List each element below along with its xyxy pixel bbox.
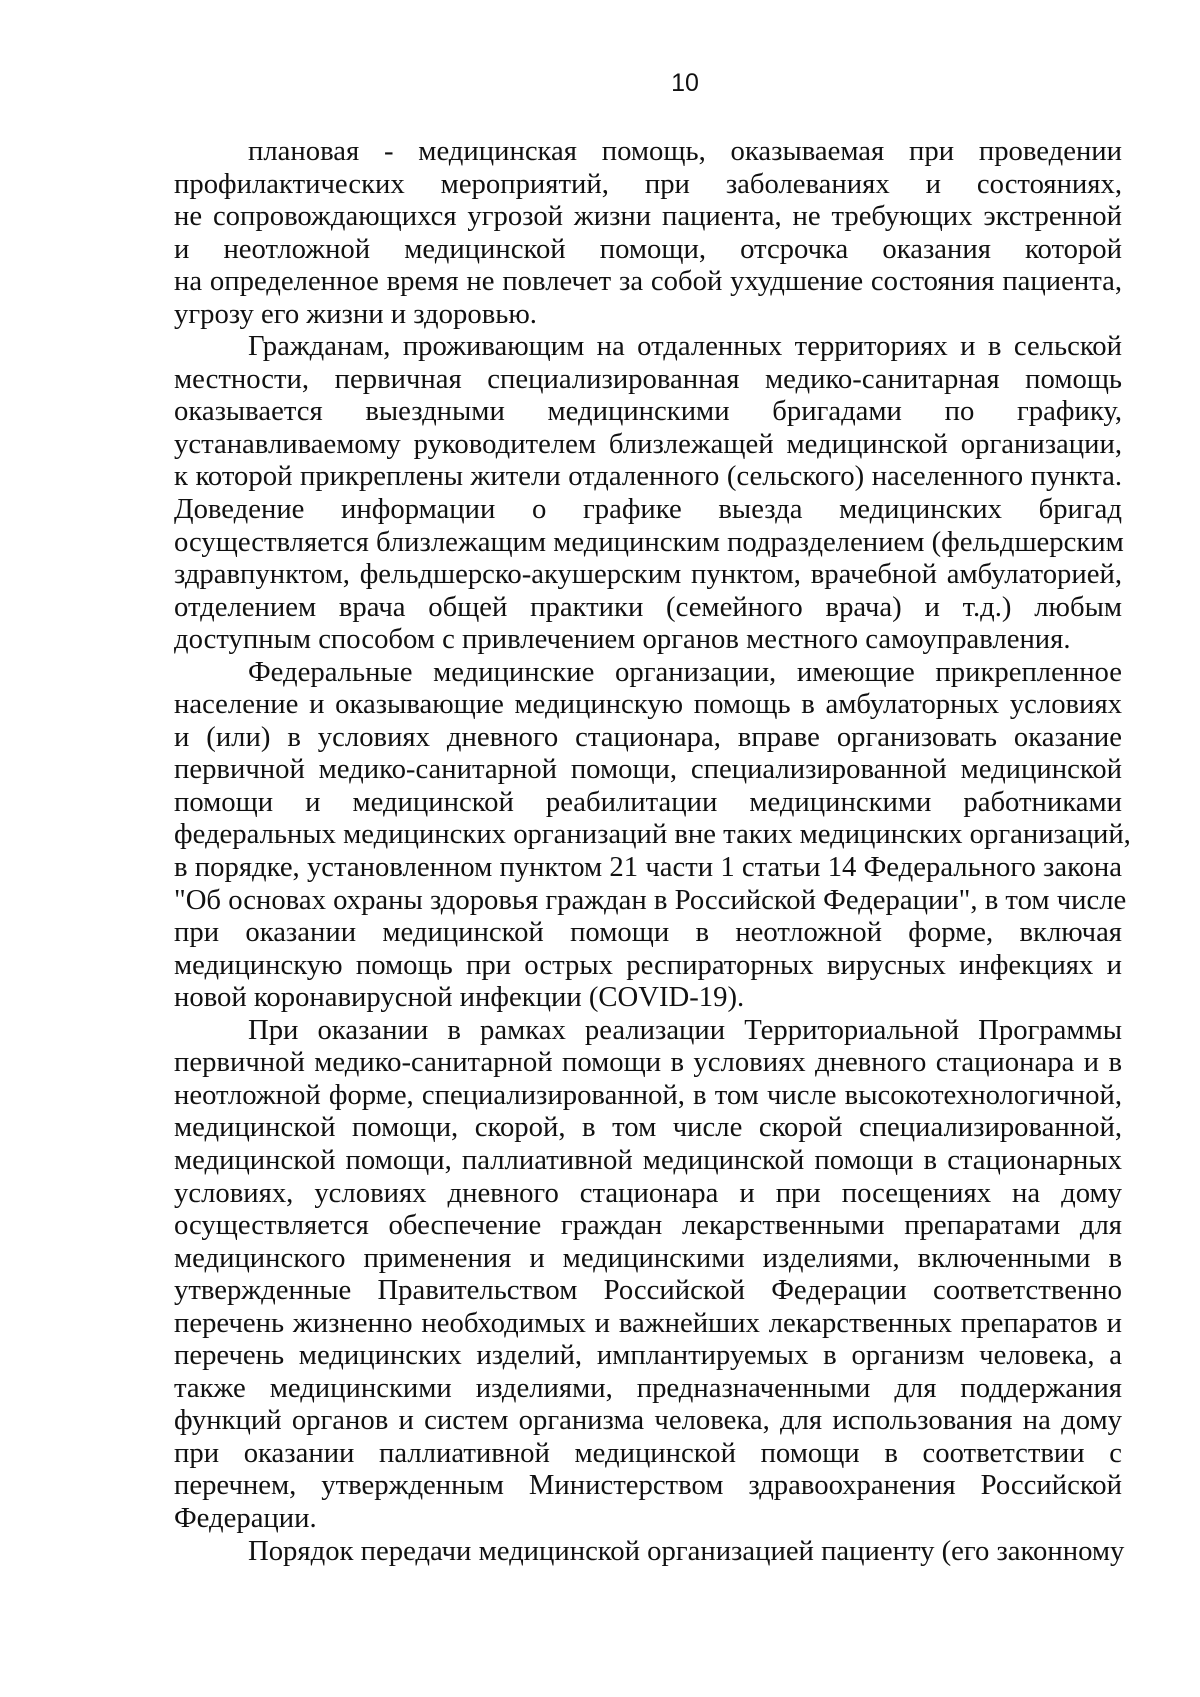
- text-line: медицинскую помощь при острых респираторных вирусных инфекциях и: [174, 948, 1122, 981]
- text-line: местности, первичная специализированная медико-санитарная помощь: [174, 362, 1122, 395]
- document-body: [174, 135, 1131, 1567]
- text-line: доступным способом с привлечением органов местного самоуправления.: [174, 623, 1071, 656]
- text-line: при оказании медицинской помощи в неотложной форме, включая: [174, 916, 1122, 949]
- text-line: устанавливаемому руководителем близлежащей медицинской организации,: [174, 427, 1122, 460]
- text-line: условиях, условиях дневного стационара и при посещениях на дому: [174, 1176, 1122, 1209]
- paragraph: [174, 135, 1122, 330]
- text-line: помощи и медицинской реабилитации медицинскими работниками: [174, 785, 1122, 818]
- text-line: первичной медико-санитарной помощи, специализированной медицинской: [174, 753, 1122, 786]
- text-line: "Об основах охраны здоровья граждан в Российской Федерации", в том числе: [174, 883, 1127, 916]
- text-line: на определенное время не повлечет за собой ухудшение состояния пациента,: [174, 265, 1122, 298]
- text-line: неотложной форме, специализированной, в том числе высокотехнологичной,: [174, 1078, 1122, 1111]
- text-line: плановая - медицинская помощь, оказываемая при проведении: [248, 135, 1122, 167]
- text-line: и (или) в условиях дневного стационара, вправе организовать оказание: [174, 720, 1122, 753]
- text-line: Федерации.: [174, 1501, 317, 1534]
- text-line: оказывается выездными медицинскими бригадами по графику,: [174, 395, 1122, 428]
- text-line: перечнем, утвержденным Министерством здравоохранения Российской: [174, 1469, 1122, 1502]
- text-line: население и оказывающие медицинскую помощь в амбулаторных условиях: [174, 688, 1122, 721]
- text-line: новой коронавирусной инфекции (COVID-19).: [174, 981, 745, 1014]
- text-line: медицинского применения и медицинскими изделиями, включенными в: [174, 1241, 1122, 1274]
- text-line: Гражданам, проживающим на отдаленных территориях и в сельской: [248, 330, 1122, 363]
- text-line: осуществляется близлежащим медицинским подразделением (фельдшерским: [174, 525, 1124, 558]
- paragraph: [174, 330, 1122, 655]
- text-line: Федеральные медицинские организации, имеющие прикрепленное: [248, 655, 1122, 688]
- text-line: Доведение информации о графике выезда медицинских бригад: [174, 493, 1122, 526]
- text-line: профилактических мероприятий, при заболеваниях и состояниях,: [174, 167, 1122, 200]
- text-line: также медицинскими изделиями, предназначенными для поддержания: [174, 1371, 1122, 1404]
- text-line: медицинской помощи, паллиативной медицинской помощи в стационарных: [174, 1143, 1122, 1176]
- text-line: не сопровождающихся угрозой жизни пациента, не требующих экстренной: [174, 200, 1122, 233]
- text-line: и неотложной медицинской помощи, отсрочка оказания которой: [174, 232, 1122, 265]
- text-line: Порядок передачи медицинской организацией пациенту (его законному: [248, 1534, 1125, 1567]
- text-line: в порядке, установленном пунктом 21 части 1 статьи 14 Федерального закона: [174, 851, 1122, 884]
- text-line: угрозу его жизни и здоровью.: [174, 297, 537, 330]
- text-line: первичной медико-санитарной помощи в условиях дневного стационара и в: [174, 1046, 1122, 1079]
- text-line: медицинской помощи, скорой, в том числе скорой специализированной,: [174, 1111, 1122, 1144]
- text-line: осуществляется обеспечение граждан лекарственными препаратами для: [174, 1209, 1122, 1242]
- text-line: федеральных медицинских организаций вне таких медицинских организаций,: [174, 818, 1131, 851]
- text-line: отделением врача общей практики (семейного врача) и т.д.) любым: [174, 590, 1122, 623]
- text-line: перечень медицинских изделий, имплантируемых в организм человека, а: [174, 1339, 1122, 1372]
- text-line: функций органов и систем организма человека, для использования на дому: [174, 1404, 1122, 1437]
- paragraph: [174, 1014, 1122, 1535]
- text-line: утвержденные Правительством Российской Федерации соответственно: [174, 1274, 1122, 1307]
- text-line: здравпунктом, фельдшерско-акушерским пунктом, врачебной амбулаторией,: [174, 558, 1122, 591]
- text-line: при оказании паллиативной медицинской помощи в соответствии с: [174, 1436, 1122, 1469]
- page-number: 10: [671, 69, 699, 97]
- paragraph: [174, 655, 1131, 1014]
- paragraph: [174, 1534, 1125, 1568]
- text-line: к которой прикреплены жители отдаленного (сельского) населенного пункта.: [174, 460, 1122, 493]
- text-line: При оказании в рамках реализации Территориальной Программы: [248, 1013, 1122, 1046]
- text-line: перечень жизненно необходимых и важнейших лекарственных препаратов и: [174, 1306, 1122, 1339]
